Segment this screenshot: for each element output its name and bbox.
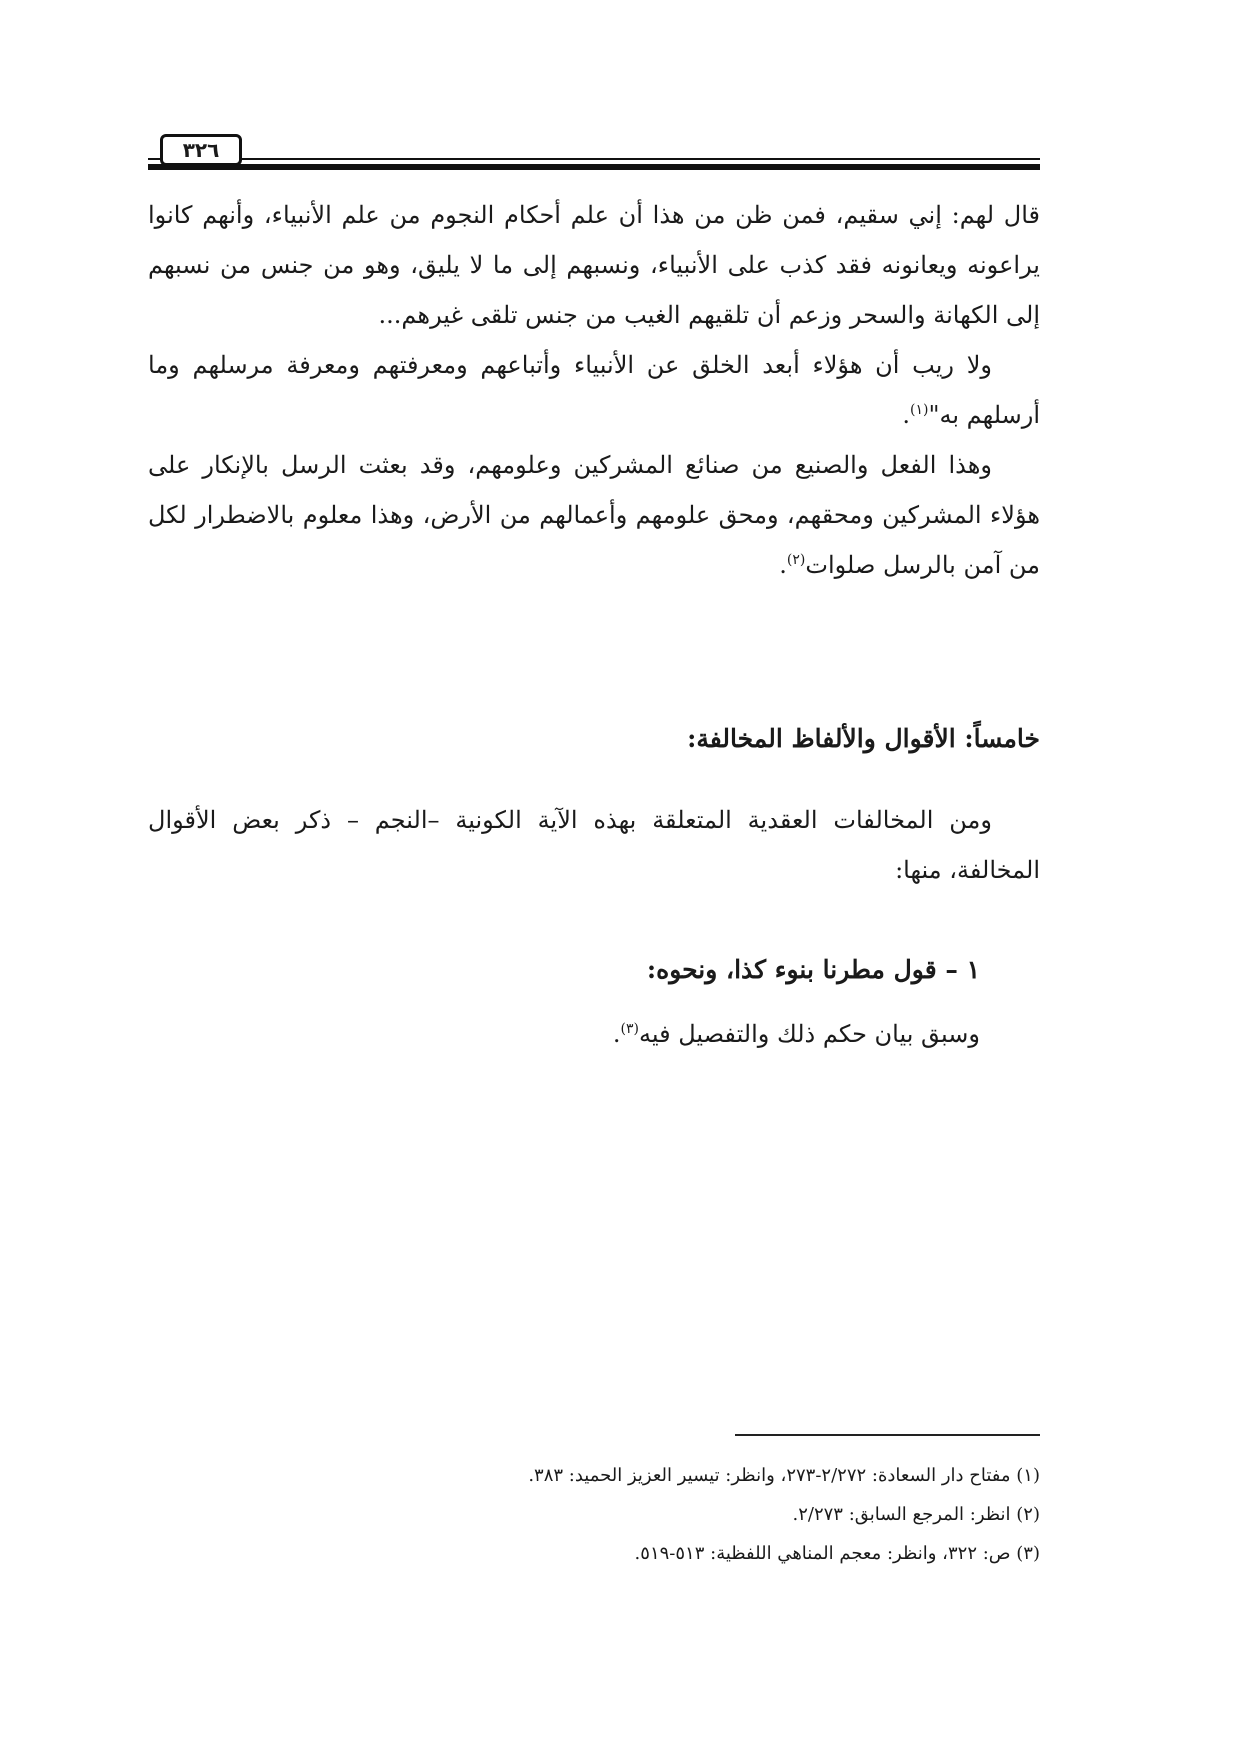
item-text [613,1020,980,1048]
footnote-3: (٣) ص: ٣٢٢، وانظر: معجم المناهي اللفظية: ٥١٣-٥١٩. [634,1543,1040,1564]
footnote-1: (١) مفتاح دار السعادة: ٢/٢٧٢-٢٧٣، وانظر: تيسير العزيز الحميد: ٣٨٣. [528,1465,1040,1486]
paragraph-3-end: . [779,551,787,579]
footnote-ref-1[interactable]: (١) [909,402,929,418]
section-intro: ومن المخالفات العقدية المتعلقة بهذه الآية الكونية –النجم – ذكر بعض الأقوال المخالفة، منها: [148,806,1040,884]
paragraph-3-text: وهذا الفعل والصنيع من صنائع المشركين وعلومهم، وقد بعثت الرسل بالإنكار على هؤلاء المشركين ومحقهم، ومحق علومهم وأعمالهم من الأرض، وهذا معلوم بالاضطرار لكل من آمن بالرسل صلوات [148,451,1040,579]
paragraph-1 [148,190,1040,340]
page-header [148,132,1040,172]
paragraph-3 [148,440,1040,590]
paragraph-2 [148,340,1040,440]
footnote-2: (٢) انظر: المرجع السابق: ٢/٢٧٣. [792,1504,1040,1525]
header-rule-thick [148,164,1040,170]
item-heading: ١ – قول مطرنا بنوء كذا، ونحوه: [646,955,980,984]
paragraph-1-text: قال لهم: إني سقيم، فمن ظن من هذا أن علم أحكام النجوم من علم الأنبياء، وأنهم كانوا يراعونه ويعانونه فقد كذب على الأنبياء، ونسبهم إلى ما لا يليق، وهو من جنس من نسبهم إلى الكهانة والسحر وزعم أن تلقيهم الغيب من جنس تلقى غيرهم... [148,201,1040,329]
section-intro-block [148,795,1040,895]
footnote-separator [735,1434,1040,1436]
paragraph-2-end: . [902,401,910,429]
footnote-ref-2[interactable]: (٢) [786,552,806,568]
section-heading: خامساً: الأقوال والألفاظ المخالفة: [687,724,1040,753]
paragraph-2-text: ولا ريب أن هؤلاء أبعد الخلق عن الأنبياء وأتباعهم ومعرفتهم ومعرفة مرسلهم وما أرسلهم به" [148,351,1040,429]
footnote-ref-3[interactable]: (٣) [620,1021,639,1037]
header-rule-thin [148,158,1040,160]
item-text-body: وسبق بيان حكم ذلك والتفصيل فيه [638,1020,980,1048]
page-number: ٣٢٦ [160,134,242,166]
item-text-end: . [612,1020,621,1048]
footnotes [180,1456,1040,1573]
body-text-block [148,190,1040,590]
